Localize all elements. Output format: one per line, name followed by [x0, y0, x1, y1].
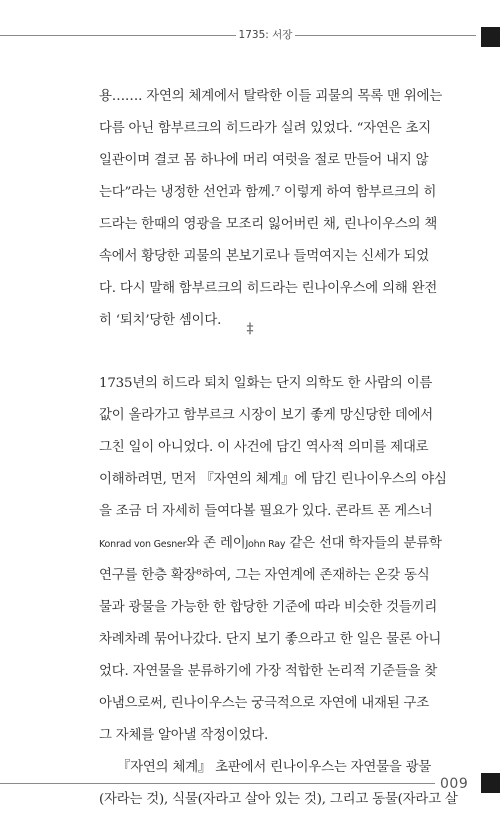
- text-line: 드라는 한때의 영광을 모조리 잃어버린 채, 린나이우스의 책: [99, 217, 438, 232]
- chapter-edge-tab-bottom: [481, 773, 500, 793]
- text-line: 다. 다시 말해 함부르크의 히드라는 린나이우스에 의해 완전: [99, 281, 438, 296]
- ray-name: John Ray: [245, 539, 286, 550]
- gesner-name: Konrad von Gesner: [99, 539, 187, 550]
- text-line: 1735년의 히드라 퇴치 일화는 단지 의학도 한 사람의 이름: [99, 376, 433, 391]
- text-line: 『자연의 체계』 초판에서 린나이우스는 자연물을 광물: [117, 760, 432, 775]
- text-line: 연구를 한층 확장⁸하여, 그는 자연계에 존재하는 온갖 동식: [99, 568, 430, 583]
- text-line: 는다”라는 냉정한 선언과 함께.⁷ 이렇게 하여 함부르크의 히: [99, 185, 437, 200]
- gesner-connector: 와 존 레이: [186, 536, 246, 551]
- section-divider-glyph: ‡: [246, 321, 254, 337]
- text-line: 아냄으로써, 린나이우스는 궁극적으로 자연에 내재된 구조: [99, 696, 429, 711]
- header-rule-right: [295, 35, 476, 36]
- text-line: 용……. 자연의 체계에서 탈락한 이들 괴물의 목록 맨 위에는: [99, 89, 443, 104]
- text-line: 이해하려면, 먼저 『자연의 체계』에 담긴 린나이우스의 야심: [99, 472, 447, 487]
- text-line: 을 조금 더 자세히 들여다볼 필요가 있다. 콘라트 폰 게스너: [99, 504, 433, 519]
- text-line: 일관이며 결코 몸 하나에 머리 여럿을 절로 만들어 내지 않: [99, 153, 429, 168]
- text-line: 히 ‘퇴치’당한 셈이다.: [99, 313, 222, 328]
- text-line: 차례차례 묶어나갔다. 단지 보기 좋으라고 한 일은 물론 아니: [99, 632, 442, 647]
- footer-rule: [0, 783, 435, 784]
- text-line: 그 자체를 알아낼 작정이었다.: [99, 728, 269, 743]
- text-line: (자라는 것), 식물(자라고 살아 있는 것), 그리고 동물(자라고 살: [99, 792, 458, 807]
- text-line: 다름 아닌 함부르크의 히드라가 실려 있었다. “자연은 초지: [99, 121, 432, 136]
- header-rule-left: [0, 35, 236, 36]
- text-line: 물과 광물을 가능한 한 합당한 기준에 따라 비슷한 것들끼리: [99, 600, 438, 615]
- page-number: 009: [440, 776, 469, 792]
- text-line: 그친 일이 아니었다. 이 사건에 담긴 역사적 의미를 제대로: [99, 440, 429, 455]
- text-line: 었다. 자연물을 분류하기에 가장 적합한 논리적 기준들을 찾: [99, 664, 438, 679]
- chapter-edge-tab-top: [481, 27, 500, 47]
- running-title: 1735: 서장: [238, 29, 293, 41]
- text-line-gesner: [99, 528, 442, 560]
- text-line: 속에서 황당한 괴물의 본보기로나 들먹여지는 신세가 되었: [99, 249, 429, 264]
- gesner-rest: 같은 선대 학자들의 분류학: [285, 536, 442, 551]
- paragraph-1: [99, 81, 443, 337]
- text-line: 값이 올라가고 함부르크 시장이 보기 좋게 망신당한 데에서: [99, 408, 434, 423]
